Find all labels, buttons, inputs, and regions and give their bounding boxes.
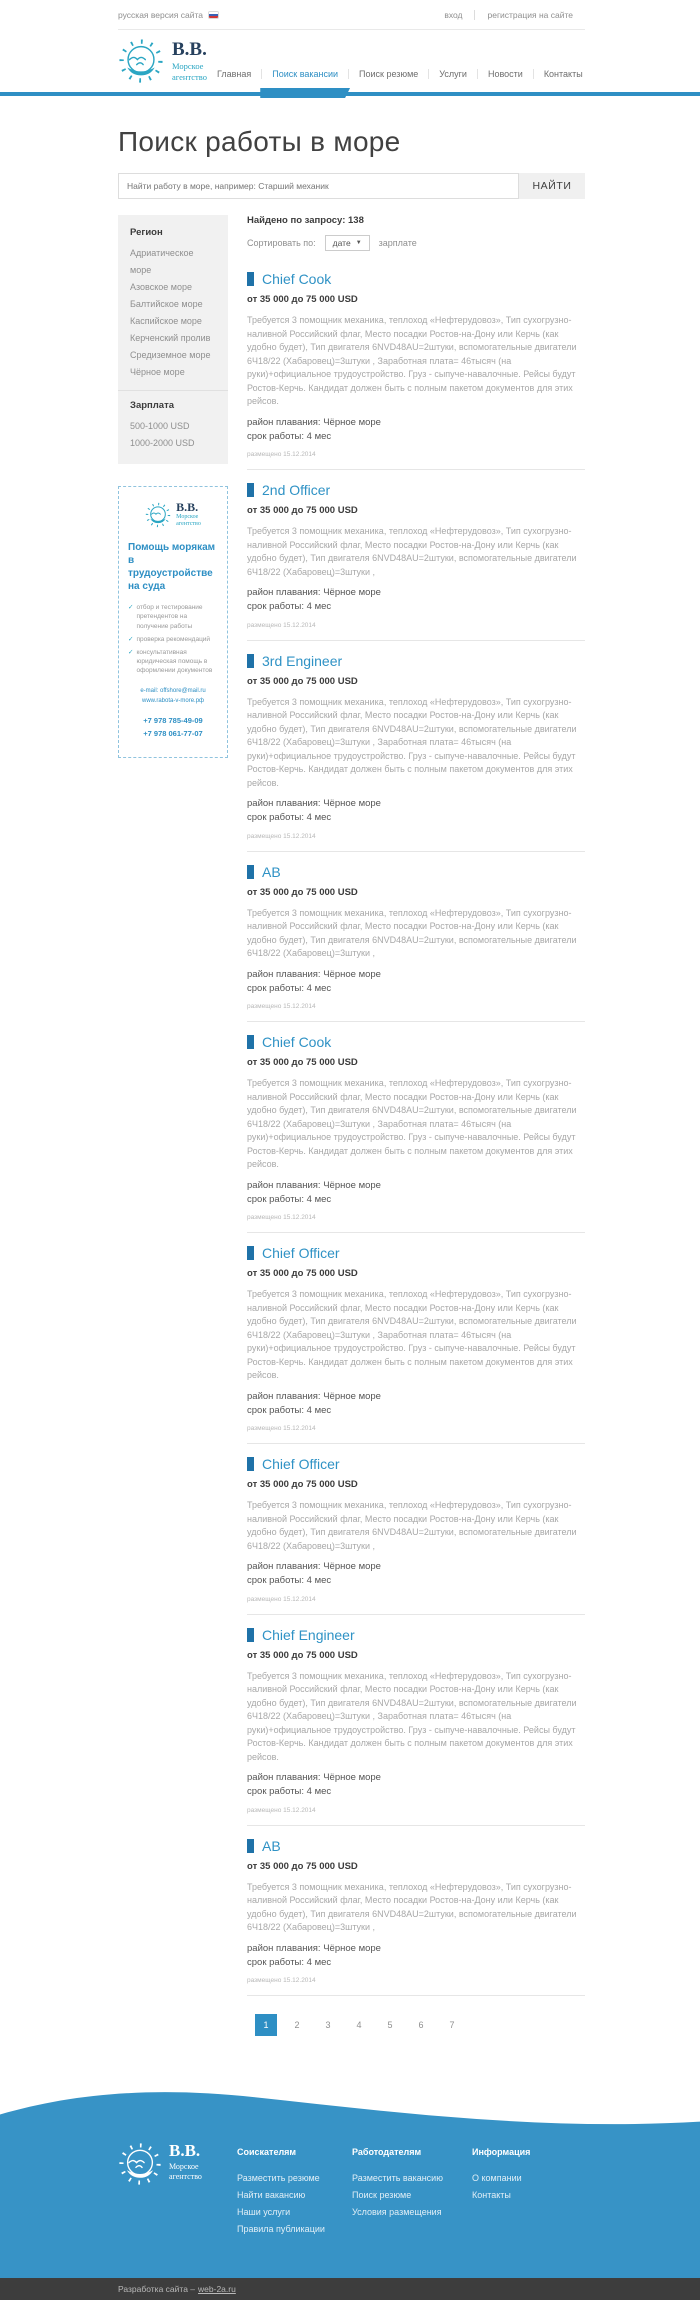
job-title-link[interactable]: Chief Officer	[247, 1245, 585, 1261]
job-listing	[247, 1615, 585, 1826]
job-salary: от 35 000 до 75 000 USD	[247, 505, 358, 516]
sort-by-date-dropdown[interactable]: дате ▼	[325, 235, 370, 251]
header	[118, 30, 585, 92]
sort-controls	[247, 235, 585, 251]
language-label: русская версия сайта	[118, 9, 203, 20]
credits-text: Разработка сайта –	[118, 2284, 196, 2294]
job-salary: от 35 000 до 75 000 USD	[247, 1649, 358, 1661]
register-link[interactable]: регистрация на сайте	[487, 9, 573, 20]
job-posted-date: размещено 15.12.2014	[247, 621, 316, 629]
job-description: Требуется 3 помощник механика, теплоход «Нефтерудовоз», Тип сухогрузно-наливной Российский флаг, Место посадки Ростов-на-Дону или Керчь (как удобно будет), Тип двигателя 6NVD48AU=2штуки, вспомогательные двигатели 6Ч18/22 (Хабаровец)=3штуки ,	[247, 1500, 577, 1551]
region-filter-kerch[interactable]: Керченский пролив	[130, 333, 211, 343]
banner-site: www.rabota-v-more.рф	[142, 697, 204, 704]
check-icon: ✓	[128, 604, 134, 612]
salary-filter-500-1000[interactable]: 500-1000 USD	[130, 421, 190, 431]
job-posted-date: размещено 15.12.2014	[247, 1003, 316, 1010]
check-icon: ✓	[128, 635, 134, 643]
page-button-3[interactable]: 3	[325, 2020, 331, 2030]
check-icon: ✓	[128, 648, 134, 656]
marine-agency-emblem-icon	[118, 38, 164, 84]
footer-wave-shape	[0, 2084, 700, 2140]
job-title-link[interactable]: 2nd Officer	[247, 482, 585, 498]
job-title-link[interactable]: 3rd Engineer	[247, 653, 585, 669]
footer	[0, 2084, 700, 2278]
footer-link-find-vacancy[interactable]: Найти вакансию	[237, 2190, 306, 2200]
job-description: Требуется 3 помощник механика, теплоход «Нефтерудовоз», Тип сухогрузно-наливной Российский флаг, Место посадки Ростов-на-Дону или Керчь (как удобно будет), Тип двигателя 6NVD48AU=2штуки, вспомогательные двигатели 6Ч18/22 (Хабаровец)=3штуки ,	[247, 1881, 577, 1932]
developer-site-link[interactable]: web-2a.ru	[198, 2284, 236, 2294]
results-count: Найдено по запросу: 138	[247, 215, 364, 226]
job-posted-date: размещено 15.12.2014	[247, 832, 316, 840]
job-salary: от 35 000 до 75 000 USD	[247, 675, 358, 687]
job-salary: от 35 000 до 75 000 USD	[247, 1268, 358, 1279]
banner-logo	[128, 501, 218, 528]
job-posted-date: размещено 15.12.2014	[247, 1977, 316, 1984]
sort-by-salary-link[interactable]: зарплате	[378, 238, 417, 248]
language-switcher[interactable]	[118, 10, 219, 20]
search-input[interactable]	[118, 173, 519, 199]
topbar	[0, 0, 700, 30]
region-filter-azov[interactable]: Азовское море	[130, 282, 192, 292]
nav-item-resumes[interactable]: Поиск резюме	[348, 69, 428, 79]
footer-col-title: Информация	[472, 2147, 531, 2157]
nav-item-contacts[interactable]: Контакты	[533, 69, 593, 79]
marine-agency-emblem-icon	[145, 502, 171, 528]
banner-email: e-mail: offshore@mail.ru	[140, 688, 206, 695]
region-filter-baltic[interactable]: Балтийское море	[130, 299, 203, 309]
page-button-2[interactable]: 2	[294, 2020, 300, 2030]
job-salary: от 35 000 до 75 000 USD	[247, 1057, 358, 1068]
job-title-link[interactable]: AB	[247, 1838, 585, 1854]
listing-marker-icon	[247, 1839, 254, 1853]
results-column	[247, 215, 585, 2036]
job-description: Требуется 3 помощник механика, теплоход «Нефтерудовоз», Тип сухогрузно-наливной Российский флаг, Место посадки Ростов-на-Дону или Керчь (как удобно будет), Тип двигателя 6NVD48AU=2штуки, вспомогательные двигатели 6Ч18/22 (Хабаровец)=3штуки , Заработная плата= 46тысяч (на руки)+официальное трудоустройство. Груз - сыпуче-навалочные. Рейсы будут Ростов-Керчь. Кандидат должен быть с полным пакетом документов для этих рейсов.	[247, 315, 577, 406]
site-logo[interactable]	[118, 38, 207, 84]
job-posted-date: размещено 15.12.2014	[247, 451, 316, 458]
salary-filter-1000-2000[interactable]: 1000-2000 USD	[130, 438, 195, 448]
job-title-link[interactable]: Chief Engineer	[247, 1627, 585, 1643]
region-filter-adriatic[interactable]: Адриатическое море	[130, 248, 194, 275]
job-salary: от 35 000 до 75 000 USD	[247, 1860, 358, 1872]
region-filter-black-sea[interactable]: Чёрное море	[130, 367, 185, 377]
job-posted-date: размещено 15.12.2014	[247, 1806, 316, 1814]
footer-col-title: Работодателям	[352, 2147, 422, 2157]
job-meta: район плавания: Чёрное море срок работы: 4 мес	[247, 1390, 381, 1416]
region-filter-caspian[interactable]: Каспийское море	[130, 316, 202, 326]
job-posted-date: размещено 15.12.2014	[247, 1214, 316, 1221]
listing-marker-icon	[247, 272, 254, 286]
nav-item-vacancies[interactable]: Поиск вакансии	[261, 69, 348, 79]
banner-heading: Помощь морякам в трудоустройстве на суда	[128, 542, 216, 593]
footer-col-title: Соискателям	[237, 2147, 297, 2157]
listing-marker-icon	[247, 1035, 254, 1049]
banner-phone-1: +7 978 785-49-09	[143, 716, 203, 726]
logo-text	[172, 40, 207, 81]
job-listing	[247, 1022, 585, 1233]
job-listing	[247, 470, 585, 641]
footer-link-our-services[interactable]: Наши услуги	[237, 2207, 291, 2217]
pagination	[255, 2014, 585, 2036]
login-link[interactable]: вход	[444, 9, 463, 20]
job-meta: район плавания: Чёрное море срок работы: 4 мес	[247, 416, 381, 442]
sidebar-divider	[118, 390, 228, 391]
banner-phones	[128, 715, 218, 741]
listing-marker-icon	[247, 1628, 254, 1642]
nav-item-news[interactable]: Новости	[477, 69, 533, 79]
page-button-5[interactable]: 5	[387, 2020, 393, 2030]
job-description: Требуется 3 помощник механика, теплоход «Нефтерудовоз», Тип сухогрузно-наливной Российский флаг, Место посадки Ростов-на-Дону или Керчь (как удобно будет), Тип двигателя 6NVD48AU=2штуки, вспомогательные двигатели 6Ч18/22 (Хабаровец)=3штуки , Заработная плата= 46тысяч (на руки)+официальное трудоустройство. Груз - сыпуче-навалочные. Рейсы будут Ростов-Керчь. Кандидат должен быть с полным пакетом документов для этих рейсов.	[247, 1289, 577, 1380]
job-posted-date: размещено 15.12.2014	[247, 1425, 316, 1432]
job-meta: район плавания: Чёрное море срок работы: 4 мес	[247, 1561, 381, 1587]
job-title-link[interactable]: AB	[247, 864, 585, 880]
job-meta: район плавания: Чёрное море срок работы: 4 мес	[247, 1772, 381, 1798]
accent-bar	[0, 92, 700, 96]
page-button-1[interactable]: 1	[255, 2014, 277, 2036]
banner-contacts	[128, 687, 218, 706]
footer-link-post-vacancy[interactable]: Разместить вакансию	[352, 2173, 443, 2183]
sort-label: Сортировать по:	[247, 238, 316, 248]
job-description: Требуется 3 помощник механика, теплоход «Нефтерудовоз», Тип сухогрузно-наливной Российский флаг, Место посадки Ростов-на-Дону или Керчь (как удобно будет), Тип двигателя 6NVD48AU=2штуки, вспомогательные двигатели 6Ч18/22 (Хабаровец)=3штуки , Заработная плата= 46тысяч (на руки)+официальное трудоустройство. Груз - сыпуче-навалочные. Рейсы будут Ростов-Керчь. Кандидат должен быть с полным пакетом документов для этих рейсов.	[247, 1078, 577, 1169]
job-title-link[interactable]: Chief Cook	[247, 271, 585, 287]
job-salary: от 35 000 до 75 000 USD	[247, 294, 358, 305]
banner-list-item: ✓ проверка рекомендаций	[128, 635, 211, 643]
job-salary: от 35 000 до 75 000 USD	[247, 886, 358, 898]
banner-logo-text: В.В. Морское агентство	[176, 500, 201, 528]
job-listing	[247, 852, 585, 1023]
main-nav	[207, 69, 593, 79]
agency-ad-banner[interactable]	[118, 486, 228, 758]
job-meta: район плавания: Чёрное море срок работы: 4 мес	[247, 587, 381, 613]
footer-link-placement-terms[interactable]: Условия размещения	[352, 2207, 442, 2217]
footer-link-contacts[interactable]: Контакты	[472, 2190, 511, 2200]
job-listing	[247, 641, 585, 852]
salary-filter-title: Зарплата	[130, 400, 175, 411]
job-description: Требуется 3 помощник механика, теплоход «Нефтерудовоз», Тип сухогрузно-наливной Российский флаг, Место посадки Ростов-на-Дону или Керчь (как удобно будет), Тип двигателя 6NVD48AU=2штуки, вспомогательные двигатели 6Ч18/22 (Хабаровец)=3штуки , Заработная плата= 46тысяч (на руки)+официальное трудоустройство. Груз - сыпуче-навалочные. Рейсы будут Ростов-Керчь. Кандидат должен быть с полным пакетом документов для этих рейсов.	[247, 696, 577, 788]
job-description: Требуется 3 помощник механика, теплоход «Нефтерудовоз», Тип сухогрузно-наливной Российский флаг, Место посадки Ростов-на-Дону или Керчь (как удобно будет), Тип двигателя 6NVD48AU=2штуки, вспомогательные двигатели 6Ч18/22 (Хабаровец)=3штуки , Заработная плата= 46тысяч (на руки)+официальное трудоустройство. Груз - сыпуче-навалочные. Рейсы будут Ростов-Керчь. Кандидат должен быть с полным пакетом документов для этих рейсов.	[247, 1670, 577, 1762]
russian-flag-icon	[208, 11, 219, 19]
job-description: Требуется 3 помощник механика, теплоход «Нефтерудовоз», Тип сухогрузно-наливной Российский флаг, Место посадки Ростов-на-Дону или Керчь (как удобно будет), Тип двигателя 6NVD48AU=2штуки, вспомогательные двигатели 6Ч18/22 (Хабаровец)=3штуки ,	[247, 526, 577, 577]
listing-marker-icon	[247, 865, 254, 879]
page-button-4[interactable]: 4	[356, 2020, 362, 2030]
footer-col-employers	[352, 2142, 472, 2238]
job-listing	[247, 259, 585, 470]
search-bar	[118, 173, 585, 199]
footer-logo[interactable]	[118, 2142, 237, 2238]
job-meta: район плавания: Чёрное море срок работы: 4 мес	[247, 1179, 381, 1205]
job-posted-date: размещено 15.12.2014	[247, 1595, 316, 1603]
footer-link-about[interactable]: О компании	[472, 2173, 522, 2183]
brand-name: В.В.	[172, 39, 207, 61]
job-listing	[247, 1444, 585, 1615]
job-title-link[interactable]: Chief Cook	[247, 1034, 585, 1050]
sidebar	[118, 215, 228, 2036]
region-filter-title: Регион	[130, 227, 163, 238]
job-listing	[247, 1826, 585, 1997]
marine-agency-emblem-icon	[118, 2142, 162, 2186]
page-button-7[interactable]: 7	[449, 2020, 455, 2030]
region-filter-mediterranean[interactable]: Средиземное море	[130, 350, 211, 360]
job-description: Требуется 3 помощник механика, теплоход «Нефтерудовоз», Тип сухогрузно-наливной Российский флаг, Место посадки Ростов-на-Дону или Керчь (как удобно будет), Тип двигателя 6NVD48AU=2штуки, вспомогательные двигатели 6Ч18/22 (Хабаровец)=3штуки ,	[247, 907, 577, 958]
page-title: Поиск работы в море	[118, 126, 401, 157]
search-button[interactable]: НАЙТИ	[519, 173, 585, 199]
footer-col-info	[472, 2142, 585, 2238]
job-meta: район плавания: Чёрное море срок работы: 4 мес	[247, 798, 381, 824]
job-title-link[interactable]: Chief Officer	[247, 1456, 585, 1472]
footer-logo-text: В.В. Морское агентство	[169, 2141, 202, 2181]
job-meta: район плавания: Чёрное море срок работы: 4 мес	[247, 968, 381, 994]
brand-subtitle: Морское агентство	[172, 61, 207, 82]
nav-item-home[interactable]: Главная	[216, 69, 252, 79]
banner-phone-2: +7 978 061-77-07	[143, 728, 203, 738]
filter-box	[118, 215, 228, 464]
bottom-bar	[0, 2278, 700, 2300]
footer-link-resume-search[interactable]: Поиск резюме	[352, 2190, 412, 2200]
listing-marker-icon	[247, 654, 254, 668]
job-salary: от 35 000 до 75 000 USD	[247, 1479, 358, 1490]
footer-link-post-resume[interactable]: Разместить резюме	[237, 2173, 320, 2183]
nav-item-services[interactable]: Услуги	[428, 69, 477, 79]
listing-marker-icon	[247, 1457, 254, 1471]
job-listing	[247, 1233, 585, 1444]
page-button-6[interactable]: 6	[418, 2020, 424, 2030]
chevron-down-icon: ▼	[355, 240, 362, 246]
listing-marker-icon	[247, 1246, 254, 1260]
banner-list-item: ✓ консультативная юридическая помощь в оформлении документов	[128, 648, 213, 674]
footer-link-publication-rules[interactable]: Правила публикации	[237, 2224, 325, 2234]
footer-col-jobseekers	[237, 2142, 352, 2238]
listing-marker-icon	[247, 483, 254, 497]
job-meta: район плавания: Чёрное море срок работы: 4 мес	[247, 1942, 381, 1968]
banner-list-item: ✓ отбор и тестирование претендентов на получение работы	[128, 604, 203, 630]
